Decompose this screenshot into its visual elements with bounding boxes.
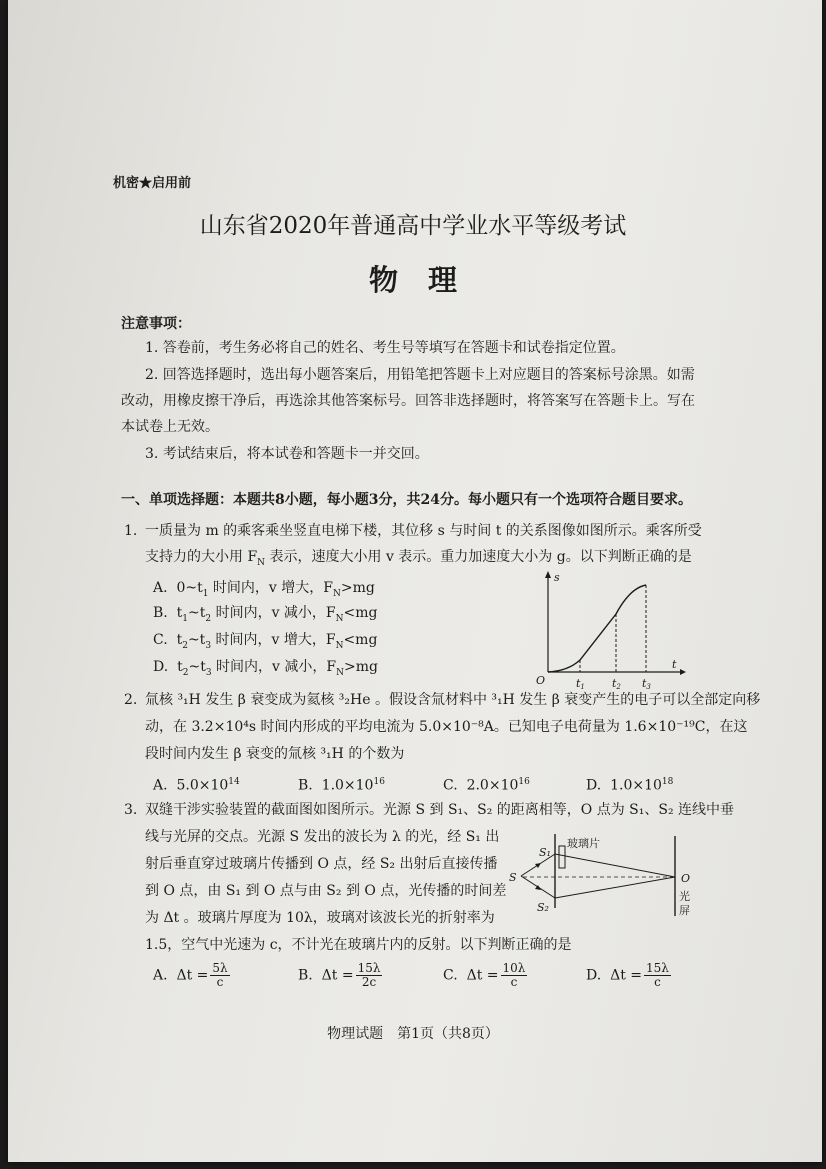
q3-stem-line: 射后垂直穿过玻璃片传播到 O 点，经 S₂ 出射后直接传播: [145, 856, 498, 872]
q3-option-c: C. Δt = $\frac{10\lambda}{c}$: [443, 961, 526, 989]
page-footer: 物理试题 第1页（共8页）: [327, 1026, 499, 1042]
s-label: S: [509, 871, 517, 884]
q2-stem-line: 动，在 3.2×10⁴s 时间内形成的平均电流为 5.0×10⁻⁸A。已知电子电荷量为 1.6×10⁻¹⁹C，在这: [145, 719, 748, 735]
s-axis-arrow: [545, 571, 551, 578]
q2-option-a: A. $5.0\times 10^{14}$: [153, 777, 240, 794]
q3-number: 3.: [124, 802, 138, 818]
q2-option-c: C. $2.0\times 10^{16}$: [443, 777, 530, 794]
q1-option-a: A. $0\sim t_1$ 时间内，v 增大，$F_N>mg$: [153, 580, 375, 599]
q1-stem-line: 一质量为 m 的乘客乘坐竖直电梯下楼，其位移 s 与时间 t 的关系图像如图所示。乘客所受: [145, 523, 702, 539]
s2-label: S₂: [537, 901, 549, 914]
t3-label: t3: [642, 677, 651, 690]
q3-stem-line: 到 O 点，由 S₁ 到 O 点与由 S₂ 到 O 点，光传播的时间差: [145, 883, 507, 899]
notice-heading: 注意事项：: [121, 316, 191, 332]
confidential-mark: 机密★启用前: [113, 176, 192, 191]
arrow-up: [535, 863, 541, 868]
q2-stem-line: 氚核 ³₁H 发生 β 衰变成为氦核 ³₂He 。假设含氚材料中 ³₁H 发生 β 衰变产生的电子可以全部定向移: [145, 692, 761, 708]
glass-label: 玻璃片: [567, 837, 600, 850]
q3-stem-line: 为 Δt 。玻璃片厚度为 10λ，玻璃对该波长光的折射率为: [145, 910, 495, 926]
t1-label: t1: [576, 677, 585, 690]
q1-option-d: D. $t_2\sim t_3$ 时间内，v 减小，$F_N>mg$: [153, 659, 378, 678]
q3-double-slit-diagram: [505, 828, 705, 928]
subject-title: 物理: [368, 263, 487, 297]
glass-plate: [559, 846, 565, 868]
notice-item: 改动，用橡皮擦干净后，再选涂其他答案标号。回答非选择题时，将答案写在答题卡上。写在: [121, 393, 695, 409]
q3-stem-line: 双缝干涉实验装置的截面图如图所示。光源 S 到 S₁、S₂ 的距离相等，O 点为 S₁、S₂ 连线中垂: [145, 802, 735, 818]
ray-s1-o: [555, 854, 675, 877]
q1-option-c: C. $t_2\sim t_3$ 时间内，v 增大，$F_N<mg$: [153, 632, 378, 651]
screen-label-1: 光: [679, 890, 690, 903]
q3-option-d: D. Δt = $\frac{15\lambda}{c}$: [586, 961, 669, 989]
screen-label-2: 屏: [679, 904, 690, 917]
q3-option-b: B. Δt = $\frac{15\lambda}{2c}$: [298, 961, 381, 989]
q2-stem-line: 段时间内发生 β 衰变的氚核 ³₁H 的个数为: [145, 746, 405, 762]
q1-number: 1.: [124, 523, 138, 539]
s-axis-label: s: [554, 571, 560, 584]
ray-s2-o: [555, 877, 675, 898]
t-axis-arrow: [680, 669, 686, 675]
exam-title: 山东省2020年普通高中学业水平等级考试: [199, 213, 627, 239]
t2-label: t2: [612, 677, 621, 690]
notice-item: 1. 答卷前，考生务必将自己的姓名、考生号等填写在答题卡和试卷指定位置。: [145, 340, 625, 356]
s1-label: S₁: [539, 846, 551, 859]
q3-stem-line: 1.5，空气中光速为 c，不计光在玻璃片内的反射。以下判断正确的是: [145, 937, 572, 953]
q2-option-b: B. $1.0\times 10^{16}$: [298, 777, 385, 794]
q1-stem-line: 支持力的大小用 $F_N$ 表示，速度大小用 v 表示。重力加速度大小为 g。以下判断正确的是: [145, 549, 692, 568]
o-label: O: [681, 872, 691, 885]
q3-option-a: A. Δt = $\frac{5\lambda}{c}$: [153, 961, 228, 989]
origin-label: O: [536, 674, 546, 687]
section-heading: 一、单项选择题：本题共8小题，每小题3分，共24分。每小题只有一个选项符合题目要求。: [121, 492, 692, 508]
q3-stem-line: 线与光屏的交点。光源 S 发出的波长为 λ 的光，经 S₁ 出: [145, 829, 500, 845]
notice-item: 本试卷上无效。: [121, 419, 219, 435]
t-axis-label: t: [672, 658, 677, 671]
q1-option-b: B. $t_1\sim t_2$ 时间内，v 减小，$F_N<mg$: [153, 605, 378, 624]
s-t-curve: [548, 585, 646, 672]
notice-item: 2. 回答选择题时，选出每小题答案后，用铅笔把答题卡上对应题目的答案标号涂黑。如需: [145, 367, 695, 383]
q2-option-d: D. $1.0\times 10^{18}$: [586, 777, 674, 794]
q2-number: 2.: [124, 692, 138, 708]
q1-displacement-graph: [530, 568, 690, 690]
notice-item: 3. 考试结束后，将本试卷和答题卡一并交回。: [145, 446, 429, 462]
